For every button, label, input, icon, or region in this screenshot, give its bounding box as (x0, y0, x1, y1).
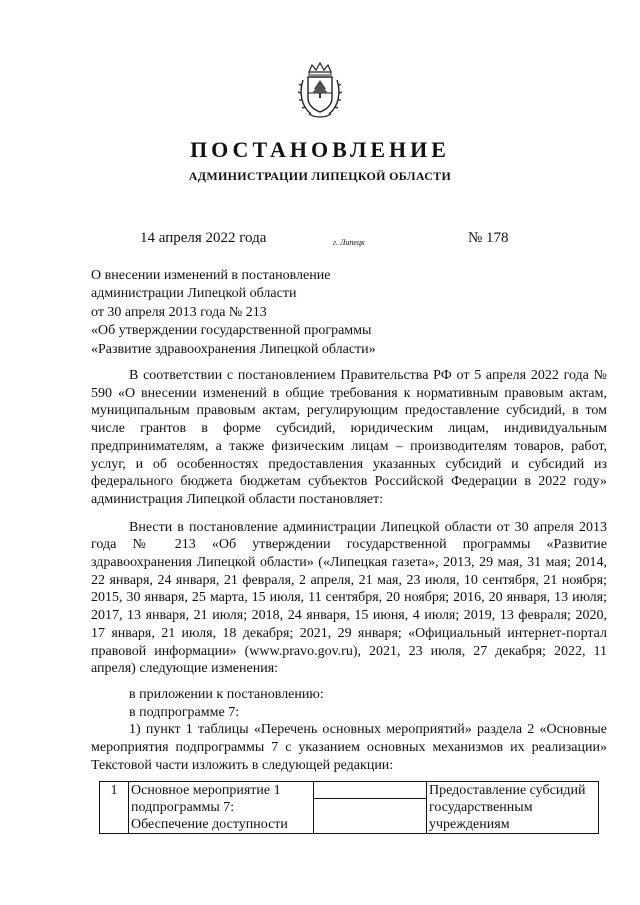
coat-of-arms-icon (297, 62, 343, 120)
paragraph-amendment: Внести в постановление администрации Липецкой области от 30 апреля 2013 года № 213 «Об утверждении государственной программы «Развитие здравоохранения Липецкой области» («Липецкая газета», 2013, 29 мая, 31 мая; 2014, 22 января, 24 января, 21 февраля, 2 апреля, 21 мая, 23 июля, 10 сентября, 21 ноября; 2015, 30 января, 25 марта, 15 июля, 11 сентября, 20 ноября; 2016, 20 января, 13 июля; 2017, 13 января, 21 июля; 2018, 24 января, 15 июня, 4 июля; 2019, 13 февраля; 2020, 17 января, 21 июля, 18 декабря; 2021, 29 января; «Официальный интернет-портал правовой информации» (www.pravo.gov.ru), 2021, 23 июля, 27 декабря; 2022, 11 апреля) следующие изменения: (91, 519, 607, 677)
measures-table (99, 781, 599, 834)
subject-line: от 30 апреля 2013 года № 213 (91, 304, 267, 320)
table-cell-measure: Основное мероприятие 1 подпрограммы 7: Обеспечение доступности (129, 782, 314, 834)
subject-line: «Развитие здравоохранения Липецкой области» (91, 341, 376, 357)
document-subject (91, 267, 376, 359)
document-city: г. Липецк (333, 238, 365, 247)
subject-line: О внесении изменений в постановление (91, 268, 331, 283)
paragraph-item: 1) пункт 1 таблицы «Перечень основных мероприятий» раздела 2 «Основные мероприятия подпрограммы 7 с указанием основных механизмов их реализации» Текстовой части изложить в следующей редакции: (91, 722, 607, 773)
paragraph-appendix: в приложении к постановлению: (129, 686, 324, 702)
issuing-authority: АДМИНИСТРАЦИИ ЛИПЕЦКОЙ ОБЛАСТИ (188, 169, 452, 183)
table-row (100, 782, 599, 834)
document-number: № 178 (468, 230, 509, 246)
table-cell-empty (314, 782, 427, 834)
table-cell-mechanism: Предоставление субсидий государственным учреждениям (427, 782, 599, 834)
table-cell-number: 1 (100, 782, 129, 834)
document-title: ПОСТАНОВЛЕНИЕ (190, 137, 450, 162)
document-body (91, 367, 607, 774)
subject-line: «Об утверждении государственной программы (91, 323, 372, 339)
paragraph-subprogram: в подпрограмме 7: (129, 704, 240, 720)
subject-line: администрации Липецкой области (91, 286, 297, 302)
document-date: 14 апреля 2022 года (140, 230, 267, 246)
paragraph-preamble: В соответствии с постановлением Правительства РФ от 5 апреля 2022 года № 590 «О внесении изменений в общие требования к нормативным правовым актам, муниципальным правовым актам, регулирующим предоставление субсидий, в том числе грантов в форме субсидий, юридическим лицам, индивидуальным предпринимателям, а также физическим лицам – производителям товаров, работ, услуг, и об особенностях предоставления указанных субсидий и субсидий из федерального бюджета бюджетам субъектов Российской Федерации в 2022 году» администрация Липецкой области постановляет: (91, 368, 607, 507)
